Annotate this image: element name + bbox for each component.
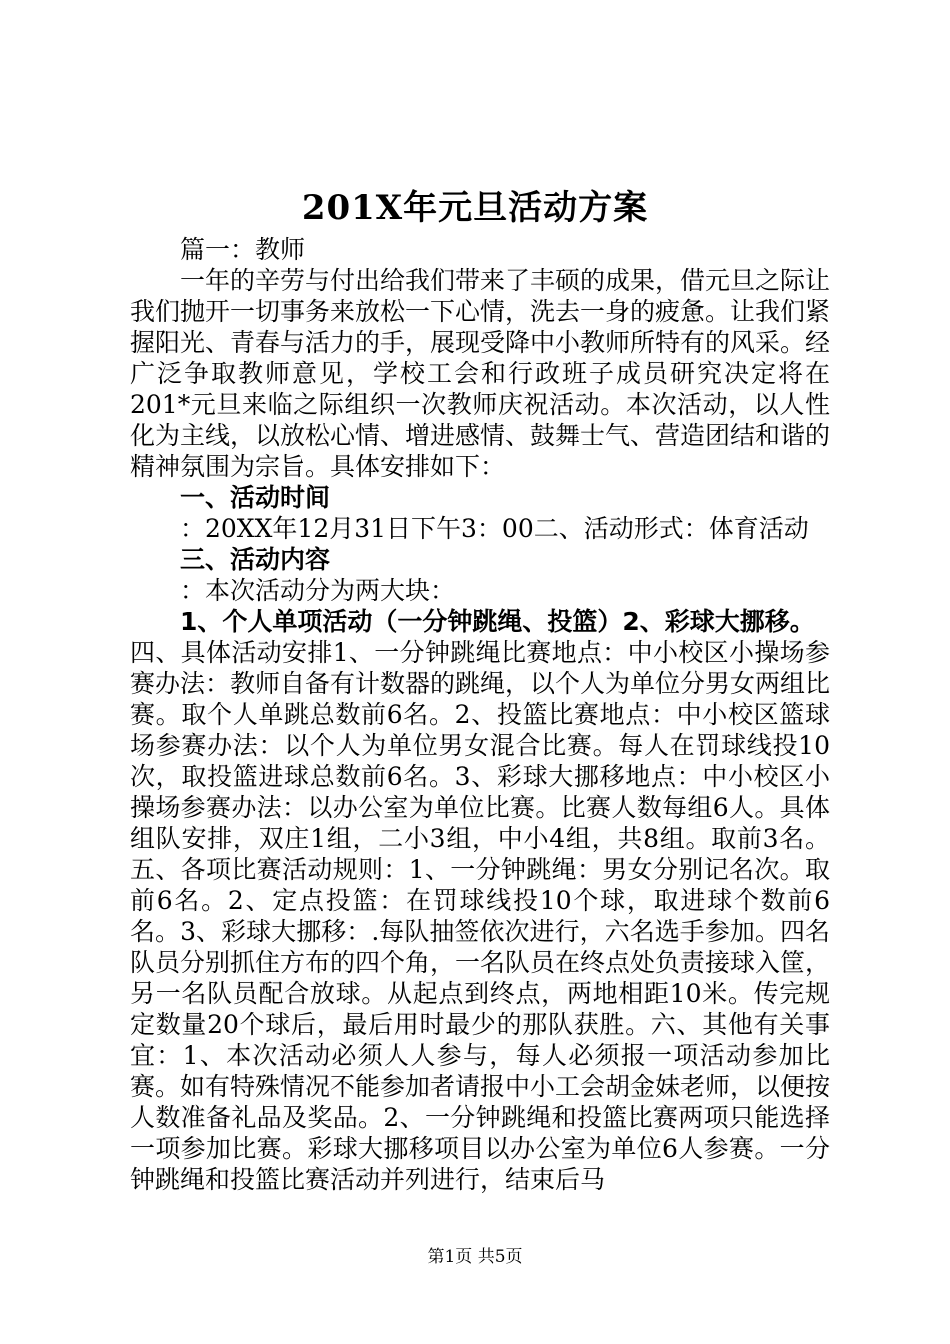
- document-body: [130, 234, 830, 1195]
- section-label: 篇一：教师: [180, 235, 306, 264]
- activity-details-paragraph: 四、具体活动安排1、一分钟跳绳比赛地点：中小校区小操场参赛办法：教师自备有计数器的跳绳，以个人为单位分男女两组比赛。取个人单跳总数前6名。2、投篮比赛地点：中小校区篮球场参赛办法：以个人为单位男女混合比赛。每人在罚球线投10次，取投篮进球总数前6名。3、彩球大挪移地点：中小校区小操场参赛办法：以办公室为单位比赛。比赛人数每组6人。具体组队安排，双庄1组，二小3组，中小4组，共8组。取前3名。五、各项比赛活动规则：1、一分钟跳绳：男女分别记名次。取前6名。2、定点投篮：在罚球线投10个球，取进球个数前6名。3、彩球大挪移：.每队抽签依次进行，六名选手参加。四名队员分别抓住方布的四个角，一名队员在终点处负责接球入筐，另一名队员配合放球。从起点到终点，两地相距10米。传完规定数量20个球后，最后用时最少的那队获胜。六、其他有关事宜：1、本次活动必须人人参与，每人必须报一项活动参加比赛。如有特殊情况不能参加者请报中小工会胡金妹老师，以便按人数准备礼品及奖品。2、一分钟跳绳和投篮比赛两项只能选择一项参加比赛。彩球大挪移项目以办公室为单位6人参赛。一分钟跳绳和投篮比赛活动并列进行，结束后马: [130, 638, 831, 1194]
- page-footer: 第1页 共5页: [427, 1247, 523, 1267]
- activity-content-text: ：本次活动分为两大块：: [180, 576, 456, 605]
- heading-activity-time: 一、活动时间: [180, 483, 331, 512]
- intro-paragraph: 一年的辛劳与付出给我们带来了丰硕的成果，借元旦之际让我们抛开一切事务来放松一下心情，洗去一身的疲惫。让我们紧握阳光、青春与活力的手，展现受降中小教师所特有的风采。经广泛争取教师意见，学校工会和行政班子成员研究决定将在201*元旦来临之际组织一次教师庆祝活动。本次活动，以人性化为主线，以放松心情、增进感情、鼓舞士气、营造团结和谐的精神氛围为宗旨。具体安排如下：: [130, 266, 831, 481]
- heading-activity-content: 三、活动内容: [180, 545, 331, 574]
- document-title: 201X年元旦活动方案: [301, 188, 649, 228]
- activity-time-text: ：20XX年12月31日下午3：00二、活动形式：体育活动: [180, 514, 809, 543]
- activity-items: 1、个人单项活动（一分钟跳绳、投篮）2、彩球大挪移。: [180, 607, 815, 636]
